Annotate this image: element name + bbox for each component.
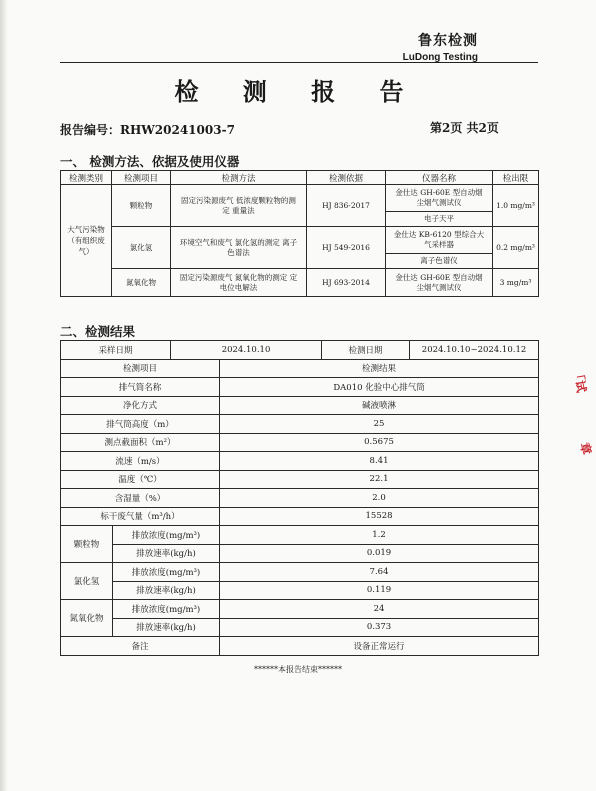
report-end-marker: ******本报告结束****** (254, 665, 342, 674)
param-value: 15528 (220, 507, 539, 526)
param-label: 排气筒名称 (61, 378, 220, 397)
report-number: 报告编号：RHW20241003-7 (60, 123, 235, 137)
limit-cell: 1.0 mg/m³ (493, 185, 539, 227)
item-cell: 氯化氢 (112, 227, 171, 269)
rate-label: 排放速率(kg/h) (113, 581, 220, 600)
date-row (61, 341, 539, 360)
conc-value: 24 (220, 600, 539, 619)
conc-label: 排放浓度(mg/m³) (113, 526, 220, 545)
table-row (61, 489, 539, 508)
instrument-cell: 离子色谱仪 (386, 254, 493, 269)
conc-value: 1.2 (220, 526, 539, 545)
test-date-label: 检测日期 (322, 341, 410, 360)
section2-title: 二、检测结果 (60, 324, 136, 339)
table-row (61, 415, 539, 434)
instrument-cell: 金仕达 GH-60E 型自动烟尘烟气测试仪 (386, 185, 493, 212)
param-label: 温度（℃） (61, 470, 220, 489)
results-table (60, 340, 539, 656)
table-row (61, 269, 539, 297)
limit-cell: 3 mg/m³ (493, 269, 539, 297)
item-cell: 颗粒物 (112, 185, 171, 227)
rate-value: 0.019 (220, 544, 539, 563)
table-row (61, 563, 539, 582)
brand-name-en: LuDong Testing (402, 52, 478, 63)
param-label: 含湿量（%） (61, 489, 220, 508)
page-number: 第2页 共2页 (430, 121, 499, 135)
header-divider (60, 62, 538, 63)
rate-value: 0.373 (220, 618, 539, 637)
sample-date-value: 2024.10.10 (171, 341, 322, 360)
table-row (61, 378, 539, 397)
param-value: 0.5675 (220, 433, 539, 452)
col-header: 检测方法 (171, 171, 307, 185)
conc-label: 排放浓度(mg/m³) (113, 563, 220, 582)
param-value: 25 (220, 415, 539, 434)
method-cell: 固定污染源废气 低浓度颗粒物的测定 重量法 (171, 185, 307, 227)
param-value: 22.1 (220, 470, 539, 489)
remark-label: 备注 (61, 637, 220, 656)
instrument-cell: 电子天平 (386, 212, 493, 227)
sample-date-label: 采样日期 (61, 341, 171, 360)
table-row (61, 581, 539, 600)
category-cell: 大气污染物（有组织废气） (61, 185, 112, 297)
table-row (61, 507, 539, 526)
test-date-value: 2024.10.10~2024.10.12 (410, 341, 539, 360)
pollutant-name: 颗粒物 (61, 526, 113, 563)
param-label: 测点截面积（m²） (61, 433, 220, 452)
param-label: 排气筒高度（m） (61, 415, 220, 434)
section1-title: 一、 检测方法、依据及使用仪器 (60, 154, 240, 169)
conc-label: 排放浓度(mg/m³) (113, 600, 220, 619)
col-header: 检出限 (493, 171, 539, 185)
instrument-cell: 金仕达 KB-6120 型综合大气采样器 (386, 227, 493, 254)
method-cell: 固定污染源废气 氮氧化物的测定 定电位电解法 (171, 269, 307, 297)
col-header: 检测依据 (307, 171, 386, 185)
basis-cell: HJ 549-2016 (307, 227, 386, 269)
rate-label: 排放速率(kg/h) (113, 618, 220, 637)
limit-cell: 0.2 mg/m³ (493, 227, 539, 269)
param-label: 净化方式 (61, 396, 220, 415)
seal-stamp-fragment: 「试 (570, 367, 589, 394)
pollutant-name: 氮氧化物 (61, 600, 113, 637)
report-title: 检 测 报 告 (174, 77, 422, 106)
param-label: 标干废气量（m³/h） (61, 507, 220, 526)
col-header: 仪器名称 (386, 171, 493, 185)
param-value: 2.0 (220, 489, 539, 508)
param-value: DA010 化验中心排气筒 (220, 378, 539, 397)
rate-label: 排放速率(kg/h) (113, 544, 220, 563)
methods-table (60, 170, 539, 297)
result-header: 检测结果 (220, 359, 539, 378)
instrument-cell: 金仕达 GH-60E 型自动烟尘烟气测试仪 (386, 269, 493, 297)
param-value: 8.41 (220, 452, 539, 471)
remark-row (61, 637, 539, 656)
table-row (61, 600, 539, 619)
item-cell: 氮氧化物 (112, 269, 171, 297)
table-row (61, 618, 539, 637)
basis-cell: HJ 836-2017 (307, 185, 386, 227)
pollutant-name: 氯化氢 (61, 563, 113, 600)
table-row (61, 470, 539, 489)
methods-header-row (61, 171, 539, 185)
param-label: 流速（m/s） (61, 452, 220, 471)
col-header: 检测类别 (61, 171, 112, 185)
table-row (61, 227, 539, 254)
table-row (61, 526, 539, 545)
param-value: 碱液喷淋 (220, 396, 539, 415)
table-row (61, 544, 539, 563)
rate-value: 0.119 (220, 581, 539, 600)
brand-name-cn: 鲁东检测 (418, 33, 478, 49)
col-header: 检测项目 (112, 171, 171, 185)
results-header-row (61, 359, 539, 378)
item-header: 检测项目 (61, 359, 220, 378)
method-cell: 环境空气和废气 氯化氢的测定 离子色谱法 (171, 227, 307, 269)
basis-cell: HJ 693-2014 (307, 269, 386, 297)
conc-value: 7.64 (220, 563, 539, 582)
table-row (61, 185, 539, 212)
table-row (61, 433, 539, 452)
table-row (61, 396, 539, 415)
remark-value: 设备正常运行 (220, 637, 539, 656)
table-row (61, 452, 539, 471)
seal-stamp-fragment: 章 (577, 441, 594, 457)
